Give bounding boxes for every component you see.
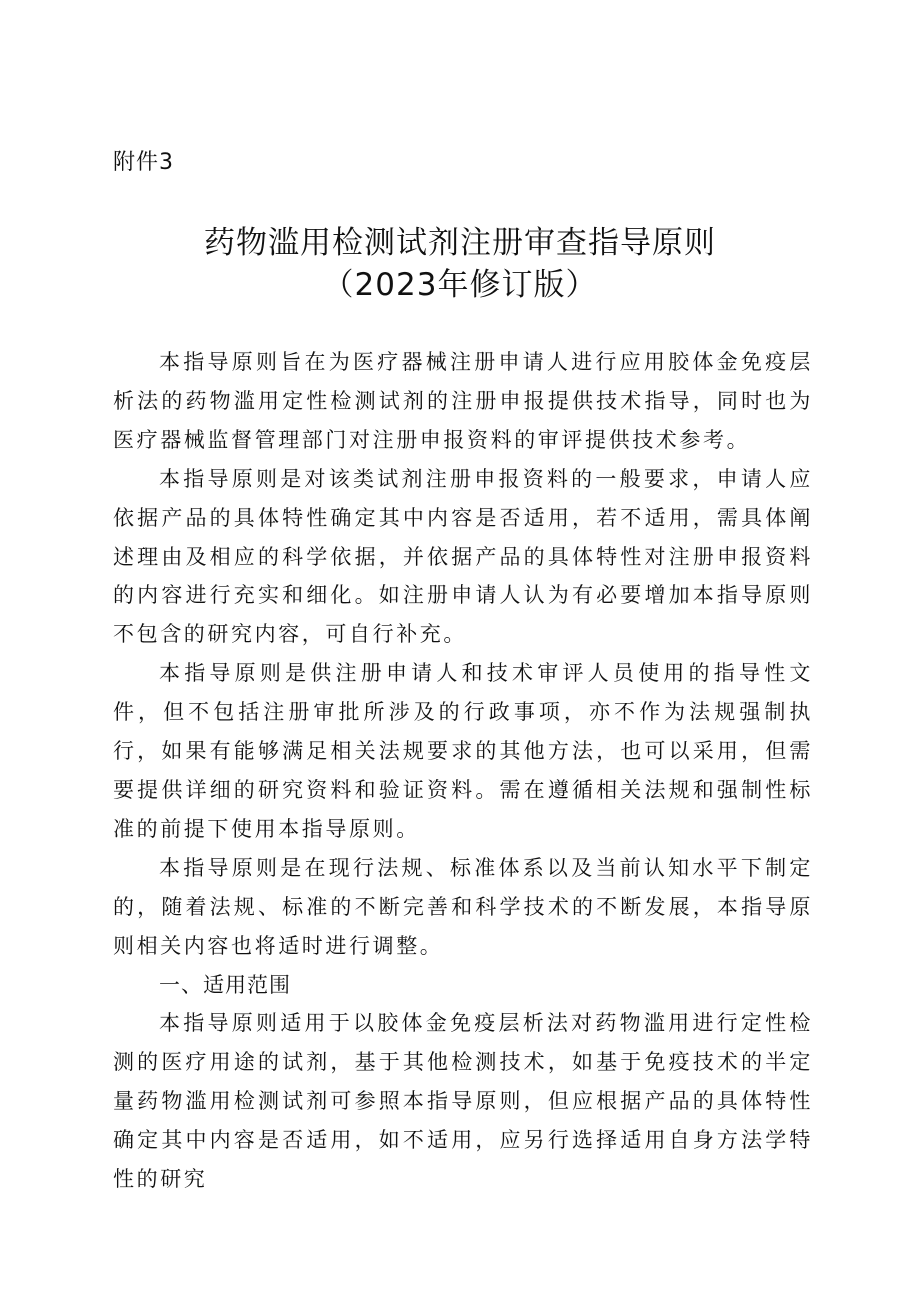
paragraph-general-requirements: 本指导原则是对该类试剂注册申报资料的一般要求，申请人应依据产品的具体特性确定其中内容是否适用，若不适用，需具体阐述理由及相应的科学依据，并依据产品的具体特性对注册申报资料的内容进行充实和细化。如注册申请人认为有必要增加本指导原则不包含的研究内容，可自行补充。 (113, 466, 813, 647)
document-title (0, 222, 920, 306)
document-body (113, 343, 813, 1199)
title-main: 药物滥用检测试剂注册审查指导原则 (204, 225, 716, 261)
paragraph-revision-notice: 本指导原则是在现行法规、标准体系以及当前认知水平下制定的，随着法规、标准的不断完善和科学技术的不断发展，本指导原则相关内容也将适时进行调整。 (113, 855, 813, 958)
paragraph-purpose: 本指导原则旨在为医疗器械注册申请人进行应用胶体金免疫层析法的药物滥用定性检测试剂的注册申报提供技术指导，同时也为医疗器械监督管理部门对注册申报资料的审评提供技术参考。 (113, 350, 813, 452)
attachment-label: 附件3 (113, 150, 174, 175)
paragraph-usage-notice: 本指导原则是供注册申请人和技术审评人员使用的指导性文件，但不包括注册审批所涉及的行政事项，亦不作为法规强制执行，如果有能够满足相关法规要求的其他方法，也可以采用，但需要提供详细的研究资料和验证资料。需在遵循相关法规和强制性标准的前提下使用本指导原则。 (113, 661, 813, 841)
title-version: （2023年修订版） (322, 267, 598, 303)
paragraph-scope: 本指导原则适用于以胶体金免疫层析法对药物滥用进行定性检测的医疗用途的试剂，基于其他检测技术，如基于免疫技术的半定量药物滥用检测试剂可参照本指导原则，但应根据产品的具体特性确定其中内容是否适用，如不适用，应另行选择适用自身方法学特性的研究 (113, 1011, 813, 1192)
section-heading-scope: 一、适用范围 (159, 972, 291, 997)
